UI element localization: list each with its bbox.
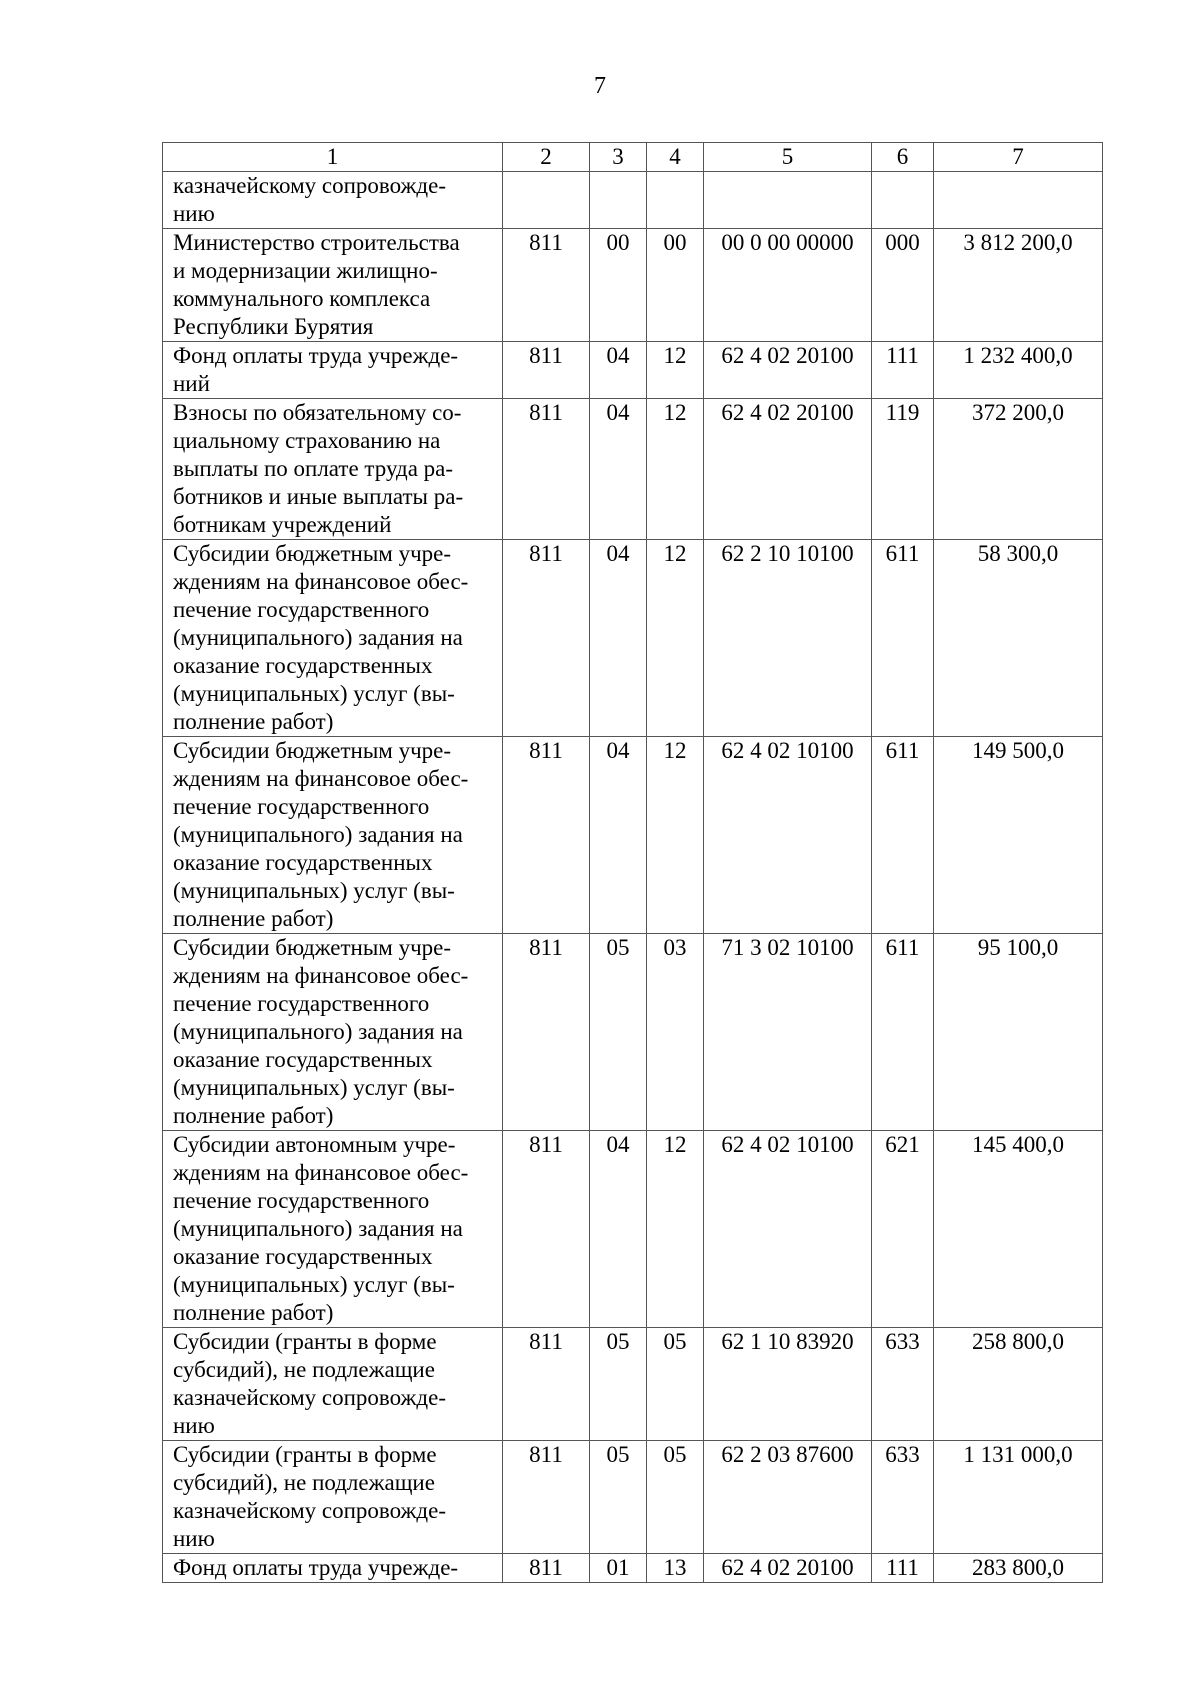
expense-type-cell: 111 bbox=[872, 1554, 934, 1583]
expense-name-line: печение государственного bbox=[173, 794, 430, 819]
column-header: 6 bbox=[872, 143, 934, 172]
expense-name-line: Субсидии бюджетным учре- bbox=[173, 935, 452, 960]
expense-type-cell: 633 bbox=[872, 1328, 934, 1441]
section-code-cell: 04 bbox=[590, 1131, 647, 1328]
subsection-code-cell: 03 bbox=[647, 934, 704, 1131]
expense-name-line: казначейскому сопровожде- bbox=[173, 173, 446, 198]
ministry-code-cell: 811 bbox=[503, 1131, 590, 1328]
amount-cell: 58 300,0 bbox=[934, 540, 1103, 737]
expense-type-cell: 119 bbox=[872, 399, 934, 540]
table-row bbox=[163, 172, 1103, 229]
target-article-cell: 62 2 10 10100 bbox=[704, 540, 872, 737]
section-code-cell: 05 bbox=[590, 934, 647, 1131]
amount-cell: 258 800,0 bbox=[934, 1328, 1103, 1441]
amount-cell: 372 200,0 bbox=[934, 399, 1103, 540]
target-article-cell bbox=[704, 172, 872, 229]
amount-cell: 149 500,0 bbox=[934, 737, 1103, 934]
subsection-code-cell: 05 bbox=[647, 1441, 704, 1554]
table-header-row bbox=[163, 143, 1103, 172]
ministry-code-cell: 811 bbox=[503, 399, 590, 540]
subsection-code-cell: 12 bbox=[647, 342, 704, 399]
expense-name-line: и модернизации жилищно- bbox=[173, 258, 438, 283]
ministry-code-cell: 811 bbox=[503, 1554, 590, 1583]
column-header: 1 bbox=[163, 143, 503, 172]
target-article-cell: 62 4 02 10100 bbox=[704, 737, 872, 934]
expense-name-line: Субсидии бюджетным учре- bbox=[173, 738, 452, 763]
subsection-code-cell: 12 bbox=[647, 737, 704, 934]
subsection-code-cell: 12 bbox=[647, 1131, 704, 1328]
column-header: 5 bbox=[704, 143, 872, 172]
expense-name-line: Фонд оплаты труда учрежде- bbox=[173, 1555, 459, 1580]
section-code-cell: 04 bbox=[590, 399, 647, 540]
expense-name-line: казначейскому сопровожде- bbox=[173, 1385, 446, 1410]
expense-name-line: печение государственного bbox=[173, 991, 430, 1016]
expense-name-line: ний bbox=[173, 371, 210, 396]
expense-name-line: полнение работ) bbox=[173, 906, 334, 931]
expense-name-line: Субсидии бюджетным учре- bbox=[173, 541, 452, 566]
amount-cell: 3 812 200,0 bbox=[934, 229, 1103, 342]
expense-type-cell: 621 bbox=[872, 1131, 934, 1328]
table-row bbox=[163, 399, 1103, 540]
amount-cell: 1 232 400,0 bbox=[934, 342, 1103, 399]
expense-name-cell bbox=[163, 1441, 503, 1554]
expense-name-line: субсидий), не подлежащие bbox=[173, 1357, 435, 1382]
expense-name-cell bbox=[163, 172, 503, 229]
expense-name-cell bbox=[163, 342, 503, 399]
ministry-code-cell: 811 bbox=[503, 342, 590, 399]
ministry-code-cell: 811 bbox=[503, 737, 590, 934]
section-code-cell: 04 bbox=[590, 342, 647, 399]
expense-name-line: оказание государственных bbox=[173, 1047, 433, 1072]
expense-name-line: Республики Бурятия bbox=[173, 314, 374, 339]
target-article-cell: 62 4 02 10100 bbox=[704, 1131, 872, 1328]
section-code-cell: 04 bbox=[590, 737, 647, 934]
expense-name-line: Субсидии (гранты в форме bbox=[173, 1329, 437, 1354]
table-row bbox=[163, 1554, 1103, 1583]
expense-name-line: (муниципальных) услуг (вы- bbox=[173, 1272, 455, 1297]
expense-name-line: циальному страхованию на bbox=[173, 428, 441, 453]
expense-name-line: ждениям на финансовое обес- bbox=[173, 1160, 469, 1185]
section-code-cell bbox=[590, 172, 647, 229]
expense-type-cell: 611 bbox=[872, 737, 934, 934]
expense-type-cell: 611 bbox=[872, 540, 934, 737]
expense-name-cell bbox=[163, 1328, 503, 1441]
expense-name-line: (муниципальных) услуг (вы- bbox=[173, 681, 455, 706]
section-code-cell: 00 bbox=[590, 229, 647, 342]
expense-name-cell bbox=[163, 229, 503, 342]
table-body bbox=[163, 172, 1103, 1583]
table-row bbox=[163, 1441, 1103, 1554]
table-row bbox=[163, 540, 1103, 737]
table-row bbox=[163, 934, 1103, 1131]
section-code-cell: 01 bbox=[590, 1554, 647, 1583]
table-row bbox=[163, 1131, 1103, 1328]
column-header: 7 bbox=[934, 143, 1103, 172]
expense-name-line: печение государственного bbox=[173, 1188, 430, 1213]
section-code-cell: 04 bbox=[590, 540, 647, 737]
target-article-cell: 62 1 10 83920 bbox=[704, 1328, 872, 1441]
expense-name-line: Взносы по обязательному со- bbox=[173, 400, 462, 425]
table-row bbox=[163, 737, 1103, 934]
section-code-cell: 05 bbox=[590, 1441, 647, 1554]
target-article-cell: 62 4 02 20100 bbox=[704, 1554, 872, 1583]
expense-type-cell: 611 bbox=[872, 934, 934, 1131]
expense-name-line: оказание государственных bbox=[173, 653, 433, 678]
expense-name-line: полнение работ) bbox=[173, 1103, 334, 1128]
expense-name-line: печение государственного bbox=[173, 597, 430, 622]
column-header: 2 bbox=[503, 143, 590, 172]
target-article-cell: 00 0 00 00000 bbox=[704, 229, 872, 342]
expense-name-line: нию bbox=[173, 201, 215, 226]
expense-name-line: Субсидии (гранты в форме bbox=[173, 1442, 437, 1467]
expense-name-line: оказание государственных bbox=[173, 850, 433, 875]
expense-name-line: полнение работ) bbox=[173, 1300, 334, 1325]
expense-name-line: ждениям на финансовое обес- bbox=[173, 963, 469, 988]
ministry-code-cell: 811 bbox=[503, 229, 590, 342]
page-number: 7 bbox=[594, 73, 606, 99]
amount-cell bbox=[934, 172, 1103, 229]
subsection-code-cell bbox=[647, 172, 704, 229]
expense-name-line: коммунального комплекса bbox=[173, 286, 431, 311]
table-row bbox=[163, 229, 1103, 342]
expense-name-cell bbox=[163, 1131, 503, 1328]
ministry-code-cell bbox=[503, 172, 590, 229]
subsection-code-cell: 05 bbox=[647, 1328, 704, 1441]
subsection-code-cell: 12 bbox=[647, 540, 704, 737]
target-article-cell: 71 3 02 10100 bbox=[704, 934, 872, 1131]
expense-name-line: (муниципального) задания на bbox=[173, 625, 463, 650]
budget-table bbox=[162, 142, 1103, 1583]
expense-name-line: (муниципальных) услуг (вы- bbox=[173, 878, 455, 903]
expense-name-cell bbox=[163, 399, 503, 540]
expense-name-line: ботников и иные выплаты ра- bbox=[173, 484, 464, 509]
subsection-code-cell: 00 bbox=[647, 229, 704, 342]
expense-name-line: Субсидии автономным учре- bbox=[173, 1132, 456, 1157]
expense-type-cell: 000 bbox=[872, 229, 934, 342]
ministry-code-cell: 811 bbox=[503, 934, 590, 1131]
ministry-code-cell: 811 bbox=[503, 540, 590, 737]
expense-type-cell bbox=[872, 172, 934, 229]
subsection-code-cell: 12 bbox=[647, 399, 704, 540]
amount-cell: 1 131 000,0 bbox=[934, 1441, 1103, 1554]
column-header: 3 bbox=[590, 143, 647, 172]
expense-name-line: субсидий), не подлежащие bbox=[173, 1470, 435, 1495]
expense-name-line: нию bbox=[173, 1526, 215, 1551]
target-article-cell: 62 4 02 20100 bbox=[704, 342, 872, 399]
expense-type-cell: 633 bbox=[872, 1441, 934, 1554]
expense-name-line: ждениям на финансовое обес- bbox=[173, 569, 469, 594]
expense-name-line: казначейскому сопровожде- bbox=[173, 1498, 446, 1523]
subsection-code-cell: 13 bbox=[647, 1554, 704, 1583]
expense-name-line: Фонд оплаты труда учрежде- bbox=[173, 343, 459, 368]
expense-name-line: полнение работ) bbox=[173, 709, 334, 734]
section-code-cell: 05 bbox=[590, 1328, 647, 1441]
expense-name-line: Министерство строительства bbox=[173, 230, 460, 255]
amount-cell: 95 100,0 bbox=[934, 934, 1103, 1131]
expense-name-line: (муниципального) задания на bbox=[173, 1216, 463, 1241]
expense-name-cell bbox=[163, 934, 503, 1131]
expense-name-line: (муниципального) задания на bbox=[173, 822, 463, 847]
expense-name-cell bbox=[163, 737, 503, 934]
expense-name-line: ждениям на финансовое обес- bbox=[173, 766, 469, 791]
expense-type-cell: 111 bbox=[872, 342, 934, 399]
expense-name-cell bbox=[163, 540, 503, 737]
expense-name-cell bbox=[163, 1554, 503, 1583]
table-row bbox=[163, 1328, 1103, 1441]
ministry-code-cell: 811 bbox=[503, 1328, 590, 1441]
target-article-cell: 62 4 02 20100 bbox=[704, 399, 872, 540]
column-header: 4 bbox=[647, 143, 704, 172]
expense-name-line: ботникам учреждений bbox=[173, 512, 392, 537]
amount-cell: 283 800,0 bbox=[934, 1554, 1103, 1583]
expense-name-line: выплаты по оплате труда ра- bbox=[173, 456, 454, 481]
amount-cell: 145 400,0 bbox=[934, 1131, 1103, 1328]
expense-name-line: (муниципальных) услуг (вы- bbox=[173, 1075, 455, 1100]
table-row bbox=[163, 342, 1103, 399]
expense-name-line: оказание государственных bbox=[173, 1244, 433, 1269]
ministry-code-cell: 811 bbox=[503, 1441, 590, 1554]
target-article-cell: 62 2 03 87600 bbox=[704, 1441, 872, 1554]
expense-name-line: нию bbox=[173, 1413, 215, 1438]
expense-name-line: (муниципального) задания на bbox=[173, 1019, 463, 1044]
